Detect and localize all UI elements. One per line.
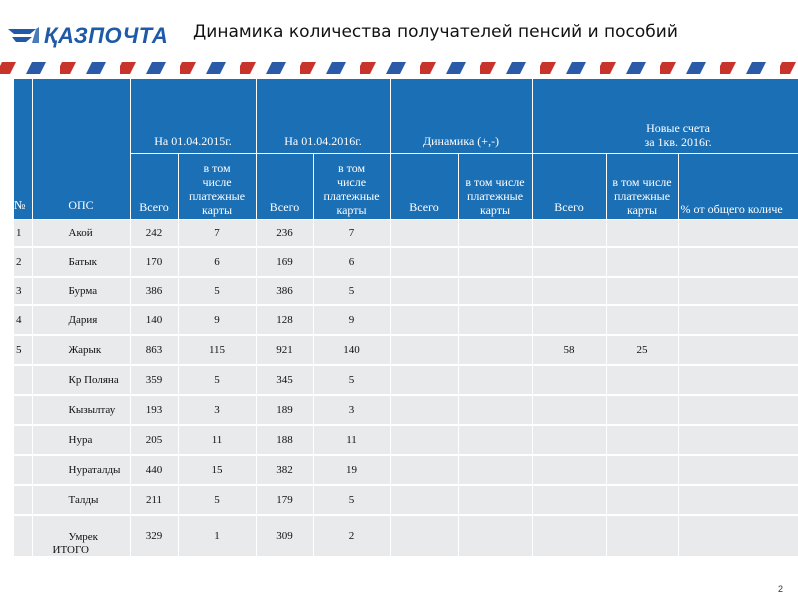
- cell-value-t2016: 128: [276, 314, 293, 326]
- cards-label-l2: числе: [202, 174, 232, 189]
- cell-value-t2016: 236: [276, 226, 293, 239]
- cell-pct: [678, 485, 798, 515]
- cell-value-t2016: 188: [276, 434, 293, 446]
- header-dyn-cards: [458, 153, 532, 219]
- cell-c2015: [178, 365, 256, 395]
- cell-value-nt: 58: [563, 344, 575, 356]
- cell-num: [14, 247, 32, 277]
- cell-ops: [32, 305, 130, 335]
- cell-nt: [532, 365, 606, 395]
- cell-c2015: [178, 335, 256, 365]
- cell-c2016: [313, 305, 390, 335]
- cell-t2015: [130, 515, 178, 557]
- header-2015-total: Всего: [130, 153, 178, 219]
- table-row: [14, 335, 798, 365]
- cell-value-c2016: 11: [346, 434, 357, 446]
- cards-label-l1: в том числе: [465, 174, 525, 189]
- kazpost-logo: [6, 22, 168, 50]
- cell-c2015: [178, 455, 256, 485]
- cell-t2015: [130, 277, 178, 305]
- cell-t2016: [256, 425, 313, 455]
- cell-c2015: [178, 277, 256, 305]
- cell-t2016: [256, 219, 313, 247]
- header-new-accounts-line1: Новые счета: [646, 120, 710, 135]
- cell-nc: [606, 425, 678, 455]
- cell-num: [14, 485, 32, 515]
- pension-table: [14, 79, 798, 558]
- cell-t2015: [130, 365, 178, 395]
- cell-num: [14, 219, 32, 247]
- cell-dc: [458, 305, 532, 335]
- header-new-accounts: [532, 79, 798, 153]
- cards-label-l2: платежные: [466, 188, 524, 203]
- cell-pct: [678, 515, 798, 557]
- cell-t2015: [130, 395, 178, 425]
- cell-value-c2015: 7: [214, 226, 220, 239]
- cell-value-t2015: 863: [145, 344, 163, 356]
- cards-label-l3: карты: [626, 202, 658, 217]
- table-row: [14, 247, 798, 277]
- cell-value-t2016: 382: [276, 464, 293, 476]
- cell-value-c2015: 5: [214, 494, 220, 506]
- table-row: [14, 485, 798, 515]
- cell-value-ops: Талды: [68, 494, 99, 506]
- cell-num: [14, 365, 32, 395]
- cell-value-ops: Бурма: [68, 285, 98, 297]
- header-2016-cards: [313, 153, 390, 219]
- cell-value-ops: Жарык: [68, 344, 102, 356]
- cell-t2016: [256, 515, 313, 557]
- cell-value-c2016: 3: [348, 404, 355, 416]
- table-row: [14, 425, 798, 455]
- cell-c2016: [313, 455, 390, 485]
- cell-nt: [532, 455, 606, 485]
- cell-value-t2015: 170: [145, 256, 163, 268]
- header-new-pct: % от общего количе: [678, 153, 798, 219]
- cell-value-t2015: 440: [145, 464, 163, 476]
- cell-value-c2015: 1: [214, 530, 220, 542]
- cell-t2015: [130, 455, 178, 485]
- cell-value-t2015: 205: [145, 434, 163, 446]
- cell-c2016: [313, 335, 390, 365]
- cell-ops: [32, 515, 130, 557]
- cell-num: [14, 277, 32, 305]
- cell-t2015: [130, 305, 178, 335]
- cell-dt: [390, 219, 458, 247]
- cell-value-num: 4: [16, 314, 22, 326]
- cell-dt: [390, 515, 458, 557]
- cell-value-c2016: 9: [348, 314, 355, 326]
- cell-nc: [606, 335, 678, 365]
- page-number: 2: [778, 584, 784, 594]
- cell-c2015: [178, 219, 256, 247]
- header-new-accounts-line2: за 1кв. 2016г.: [644, 134, 712, 149]
- table-body: [14, 219, 798, 557]
- cell-c2015: [178, 485, 256, 515]
- cell-value-c2015: 6: [214, 256, 220, 268]
- cell-dc: [458, 455, 532, 485]
- cell-dc: [458, 425, 532, 455]
- cell-value-num: 1: [16, 226, 22, 239]
- cards-label-l4: карты: [201, 202, 233, 217]
- table-row: [14, 395, 798, 425]
- cell-c2016: [313, 365, 390, 395]
- cell-pct: [678, 455, 798, 485]
- cell-value-t2015: 193: [145, 404, 163, 416]
- cell-nt: [532, 335, 606, 365]
- cell-dc: [458, 219, 532, 247]
- cell-pct: [678, 365, 798, 395]
- cell-dt: [390, 277, 458, 305]
- cell-c2016: [313, 277, 390, 305]
- header-2016: На 01.04.2016г.: [256, 79, 390, 153]
- cell-t2015: [130, 335, 178, 365]
- cell-dc: [458, 335, 532, 365]
- page-title: Динамика количества получателей пенсий и пособий: [193, 22, 678, 42]
- cards-label-l2: числе: [336, 174, 367, 189]
- cell-ops: [32, 455, 130, 485]
- header-ops: ОПС: [32, 79, 130, 219]
- header-dyn-total: Всего: [390, 153, 458, 219]
- cell-value-t2016: 921: [276, 344, 293, 356]
- cell-value-c2015: 11: [211, 434, 223, 446]
- cell-value-t2015: 242: [145, 226, 163, 239]
- cell-t2015: [130, 219, 178, 247]
- cell-num: [14, 305, 32, 335]
- cell-pct: [678, 277, 798, 305]
- cards-label-l3: карты: [479, 202, 511, 217]
- cell-nc: [606, 247, 678, 277]
- cell-c2016: [313, 219, 390, 247]
- header-dynamics: Динамика (+,-): [390, 79, 532, 153]
- cell-t2016: [256, 277, 313, 305]
- cell-t2016: [256, 305, 313, 335]
- cell-nt: [532, 395, 606, 425]
- slide-header: [0, 0, 798, 62]
- cell-value-c2016: 6: [348, 256, 355, 268]
- cell-dt: [390, 365, 458, 395]
- itogo-label: ИТОГО: [52, 544, 89, 556]
- cell-value-c2016: 5: [348, 374, 355, 386]
- cell-ops: [32, 395, 130, 425]
- table-row: [14, 515, 798, 557]
- cards-label-l1: в том: [337, 160, 366, 175]
- cell-value-ops: Кызылтау: [68, 404, 116, 416]
- cell-t2015: [130, 485, 178, 515]
- cell-value-ops: Акой: [68, 226, 93, 239]
- cell-nt: [532, 485, 606, 515]
- cell-nc: [606, 395, 678, 425]
- cell-nt: [532, 219, 606, 247]
- cell-c2016: [313, 515, 390, 557]
- cell-value-t2016: 386: [276, 285, 293, 297]
- pension-table-container: [14, 79, 798, 583]
- cell-pct: [678, 395, 798, 425]
- cards-label-l1: в том числе: [612, 174, 672, 189]
- header-num: №: [14, 79, 32, 219]
- cell-value-t2016: 309: [276, 530, 293, 542]
- cell-pct: [678, 219, 798, 247]
- table-row: [14, 305, 798, 335]
- airmail-stripe: [0, 62, 798, 74]
- cell-value-t2015: 359: [145, 374, 163, 386]
- cell-nc: [606, 455, 678, 485]
- cell-value-ops: Кр Поляна: [68, 374, 119, 386]
- cell-c2015: [178, 515, 256, 557]
- cell-ops: [32, 277, 130, 305]
- cell-value-c2015: 5: [214, 285, 220, 297]
- cell-nc: [606, 219, 678, 247]
- cell-ops: [32, 365, 130, 395]
- cell-c2016: [313, 247, 390, 277]
- cell-nc: [606, 515, 678, 557]
- header-2015: На 01.04.2015г.: [130, 79, 256, 153]
- cell-dc: [458, 277, 532, 305]
- cell-value-num: 5: [16, 344, 22, 356]
- cell-value-c2016: 5: [348, 494, 355, 506]
- cell-dc: [458, 247, 532, 277]
- cell-value-c2016: 140: [343, 344, 360, 356]
- cell-c2015: [178, 395, 256, 425]
- cell-value-ops: Батык: [68, 256, 97, 268]
- cell-value-c2016: 7: [348, 226, 355, 239]
- logo-text: ҚАЗПОЧТА: [44, 23, 169, 48]
- cell-value-ops: Нураталды: [68, 464, 121, 476]
- cell-ops: [32, 335, 130, 365]
- cell-pct: [678, 425, 798, 455]
- table-row: [14, 277, 798, 305]
- cards-label-l3: платежные: [188, 188, 246, 203]
- cell-nt: [532, 277, 606, 305]
- cell-value-ops: Дария: [68, 314, 98, 326]
- cell-value-c2016: 5: [348, 285, 355, 297]
- cell-pct: [678, 305, 798, 335]
- cell-value-c2015: 5: [214, 374, 220, 386]
- cell-value-c2015: 3: [214, 404, 220, 416]
- cell-dc: [458, 395, 532, 425]
- cell-value-t2016: 189: [276, 404, 293, 416]
- cell-c2015: [178, 425, 256, 455]
- cell-c2016: [313, 395, 390, 425]
- cell-nt: [532, 247, 606, 277]
- cell-value-t2015: 140: [145, 314, 163, 326]
- cell-nt: [532, 515, 606, 557]
- cell-value-t2015: 211: [145, 494, 163, 506]
- cell-nc: [606, 305, 678, 335]
- cell-value-num: 3: [16, 285, 22, 297]
- cell-nc: [606, 485, 678, 515]
- cell-value-c2016: 19: [346, 464, 357, 476]
- cell-t2016: [256, 395, 313, 425]
- cards-label-l1: в том: [203, 160, 231, 175]
- cell-c2016: [313, 485, 390, 515]
- cell-value-c2015: 9: [214, 314, 220, 326]
- header-new-cards: [606, 153, 678, 219]
- cell-dt: [390, 247, 458, 277]
- cards-label-l4: карты: [336, 202, 367, 217]
- cell-value-c2015: 115: [208, 344, 226, 356]
- cell-num: [14, 425, 32, 455]
- cell-value-c2015: 15: [211, 464, 223, 476]
- cell-value-t2016: 169: [276, 256, 293, 268]
- cell-dc: [458, 515, 532, 557]
- cell-nc: [606, 277, 678, 305]
- cell-dt: [390, 305, 458, 335]
- cell-t2016: [256, 485, 313, 515]
- cell-t2016: [256, 455, 313, 485]
- cell-value-nc: 25: [636, 344, 648, 356]
- cell-ops: [32, 425, 130, 455]
- cell-t2016: [256, 335, 313, 365]
- cell-value-t2015: 386: [145, 285, 163, 297]
- cell-num: [14, 515, 32, 557]
- header-2015-cards: [178, 153, 256, 219]
- cell-value-ops: Нура: [68, 434, 93, 446]
- cell-num: [14, 395, 32, 425]
- cell-nt: [532, 425, 606, 455]
- cell-ops: [32, 247, 130, 277]
- cell-dc: [458, 365, 532, 395]
- cell-num: [14, 335, 32, 365]
- cell-t2015: [130, 247, 178, 277]
- cell-dt: [390, 485, 458, 515]
- cell-num: [14, 455, 32, 485]
- cell-pct: [678, 247, 798, 277]
- header-2016-total: Всего: [256, 153, 313, 219]
- cell-dt: [390, 425, 458, 455]
- cell-value-ops: Умрек: [68, 531, 99, 543]
- table-row: [14, 219, 798, 247]
- cell-nt: [532, 305, 606, 335]
- cell-dt: [390, 455, 458, 485]
- cell-c2015: [178, 305, 256, 335]
- cell-dc: [458, 485, 532, 515]
- cell-value-t2016: 179: [276, 494, 293, 506]
- cards-label-l2: платежные: [613, 188, 671, 203]
- cell-dt: [390, 395, 458, 425]
- cell-t2015: [130, 425, 178, 455]
- cell-ops: [32, 219, 130, 247]
- table-row: [14, 455, 798, 485]
- cell-dt: [390, 335, 458, 365]
- kazpost-logo-icon: [6, 25, 40, 47]
- header-new-total: Всего: [532, 153, 606, 219]
- cell-value-num: 2: [16, 256, 22, 268]
- cell-t2016: [256, 247, 313, 277]
- cards-label-l3: платежные: [323, 188, 380, 203]
- cell-c2015: [178, 247, 256, 277]
- cell-value-t2015: 329: [145, 530, 163, 542]
- table-row: [14, 365, 798, 395]
- cell-value-t2016: 345: [276, 374, 293, 386]
- cell-pct: [678, 335, 798, 365]
- cell-nc: [606, 365, 678, 395]
- cell-ops: [32, 485, 130, 515]
- cell-value-c2016: 2: [348, 530, 355, 542]
- cell-t2016: [256, 365, 313, 395]
- cell-c2016: [313, 425, 390, 455]
